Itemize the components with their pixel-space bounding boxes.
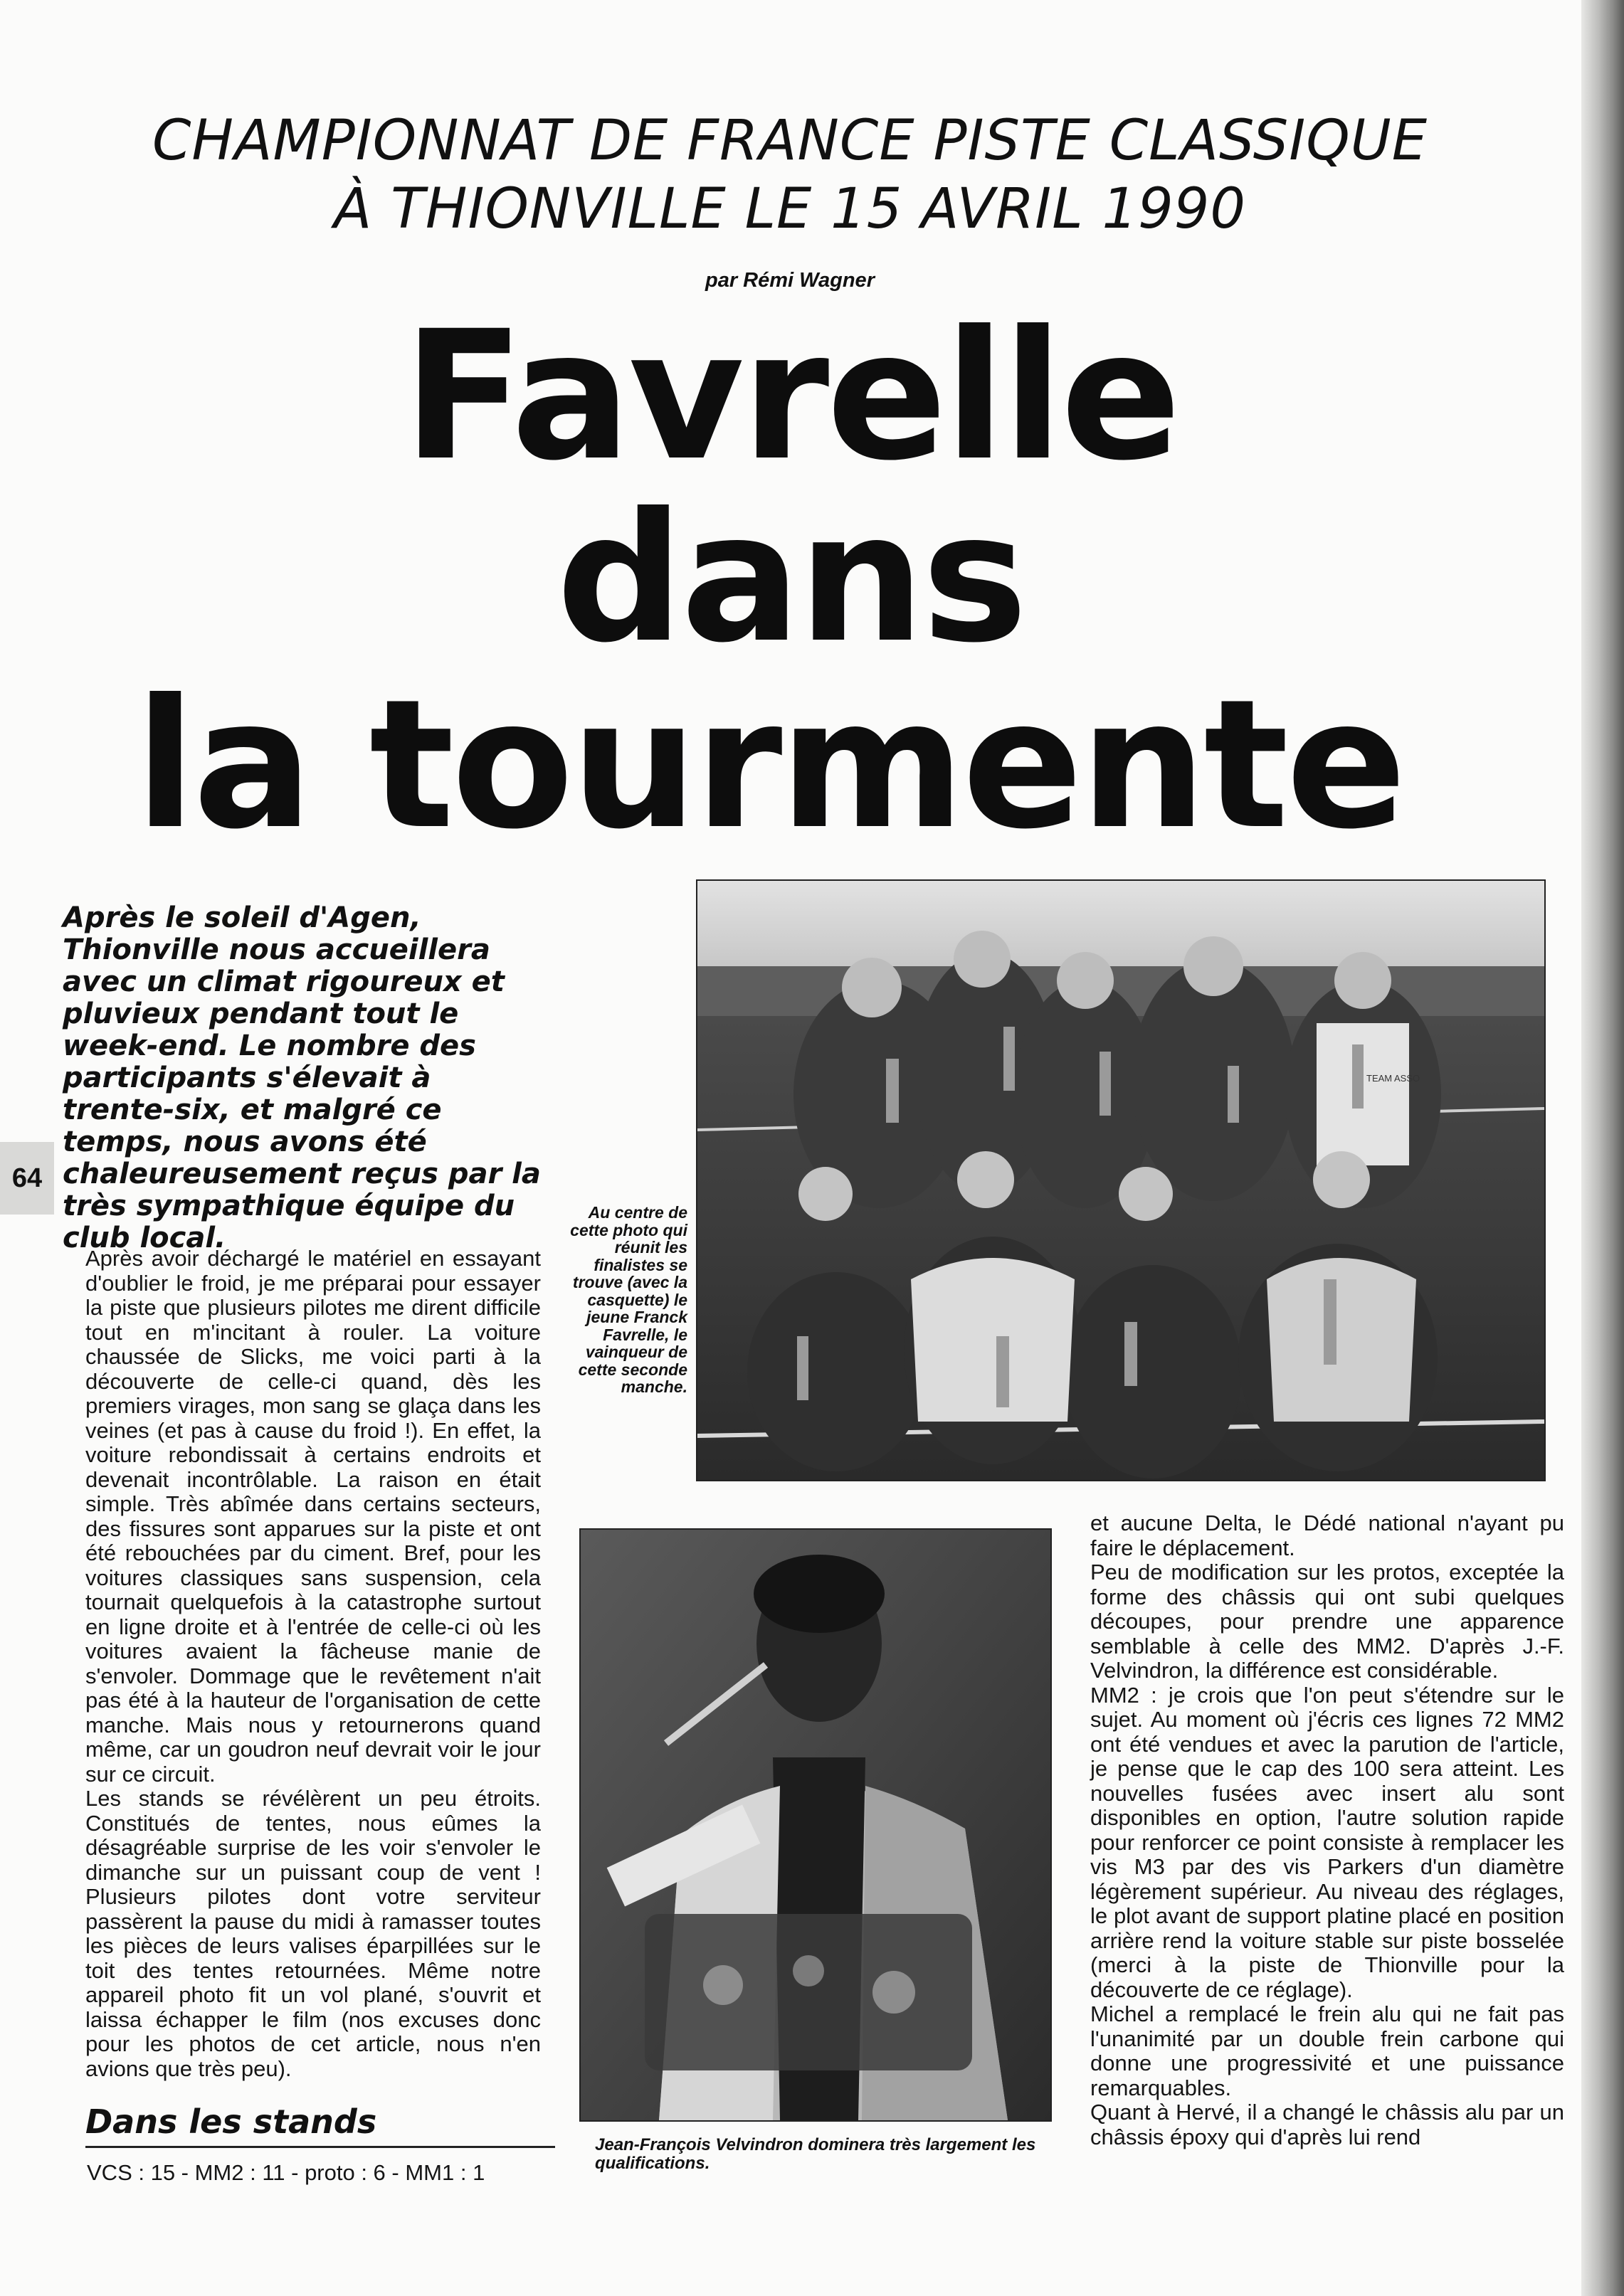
finalists-photo-illustration [697,881,1544,1480]
column3-paragraph: MM2 : je crois que l'on peut s'étendre sur le sujet. Au moment où j'écris ces lignes 72 MM2 ont été vendues et avec la parution de l'article, je pense que le cap des 100 sera atteint. Les nouvelles fusées avec insert alu sont disponibles en option, l'autre solution rapide pour renforcer ce point consiste à remplacer les vis M3 par des vis Parkers d'un diamètre légèrement supérieur. Au niveau des réglages, le plot avant de support platine placé en position arrière rend la voiture stable sur piste bosselée (merci à la piste de Thionville pour la découverte de ce réglage). [1090,1682,1564,2002]
column1-paragraph: Après avoir déchargé le matériel en essayant d'oublier le froid, je me préparai pour essayer la piste que plusieurs pilotes me dirent difficile tout en m'incitant à rouler. La voiture chaussée de Slicks, me voici parti à la découverte de celle-ci quand, dès les premiers virages, mon sang se glaça dans les veines (et pas à cause du froid !). En effet, la voiture rebondissait à certains endroits et devenait incontrôlable. La raison en était simple. Très abîmée dans certains secteurs, des fissures sont apparues sur la piste et ont été rebouchées par du ciment. Bref, pour les voitures classiques sans suspension, cela tournait quelquefois à la catastrophe surtout en ligne droite et à l'entrée de celle-ci où les voitures avaient la fâcheuse manie de s'envoler. Dommage que le revêtement n'ait pas été à la hauteur de l'organisation de cette manche. Mais nous y retournerons quand même, car un goudron neuf devrait voir le jour sur ce circuit. [85,1246,541,1787]
headline-line-1: Favrelle [403,292,1179,499]
photo2-caption: Jean-François Velvindron dominera très largement les qualifications. [595,2135,1036,2173]
shirt-lettering: TEAM ASSO [1366,1073,1420,1084]
intro-paragraph: Après le soleil d'Agen, Thionville nous accueillera avec un climat rigoureux et pluvieux pendant tout le week-end. Le nombre des participants s'élevait à trente-six, et malgré ce temps, nous avons été chaleureusement reçus par la très sympathique équipe du club local. [63,901,541,1254]
velvindron-portrait-photo [579,1528,1052,2122]
photo1-caption: Au centre de cette photo qui réunit les finalistes se trouve (avec la casquette) le jeune Franck Favrelle, le vainqueur de cette seconde manche. [570,1203,687,1396]
column3-paragraph: Quant à Hervé, il a changé le châssis alu par un châssis époxy qui d'après lui rend [1090,2100,1564,2149]
headline-line-3: la tourmente [135,661,1404,868]
column1-paragraph: Les stands se révélèrent un peu étroits. Constitués de tentes, nous eûmes la désagréable surprise de les voir s'envoler le dimanche sur un puissant coup de vent ! Plusieurs pilotes dont votre serviteur passèrent la pause du midi à ramasser toutes les pièces de leurs valises éparpillées sur le toit des tentes retournées. Même notre appareil photo fit un vol plané, s'ouvrit et laissa échapper le film (nos excuses donc pour les photos de cet article, nous n'en avions que très peu). [85,1786,541,2081]
headline-line-2: dans [556,475,1025,682]
kicker-line-1: CHAMPIONNAT DE FRANCE PISTE CLASSIQUE [152,109,1428,173]
page-number: 64 [0,1142,54,1215]
portrait-photo-illustration [581,1530,1050,2120]
column3-paragraph: Peu de modification sur les protos, exceptée la forme des châssis qui ont subi quelques découpes, pour prendre une apparence semblable à celle des MM2. D'après J.-F. Velvindron, la différence est considérable. [1090,1560,1564,1683]
magazine-spine-shadow [1581,0,1624,2296]
column3-paragraph: Michel a remplacé le frein alu qui ne fait pas l'unanimité par un double frein carbone qui donne une progressivité et une puissance remarquables. [1090,2001,1564,2100]
finalists-group-photo [696,879,1546,1481]
article-column-1 [85,1247,541,2081]
stats-line: VCS : 15 - MM2 : 11 - proto : 6 - MM1 : 1 [87,2160,485,2185]
article-column-3 [1090,1511,1564,2149]
section-subhead: Dans les stands [85,2102,555,2148]
kicker-line-2: À THIONVILLE LE 15 AVRIL 1990 [334,177,1246,241]
column3-paragraph: et aucune Delta, le Dédé national n'ayant pu faire le déplacement. [1090,1511,1564,1560]
byline: par Rémi Wagner [705,269,875,292]
